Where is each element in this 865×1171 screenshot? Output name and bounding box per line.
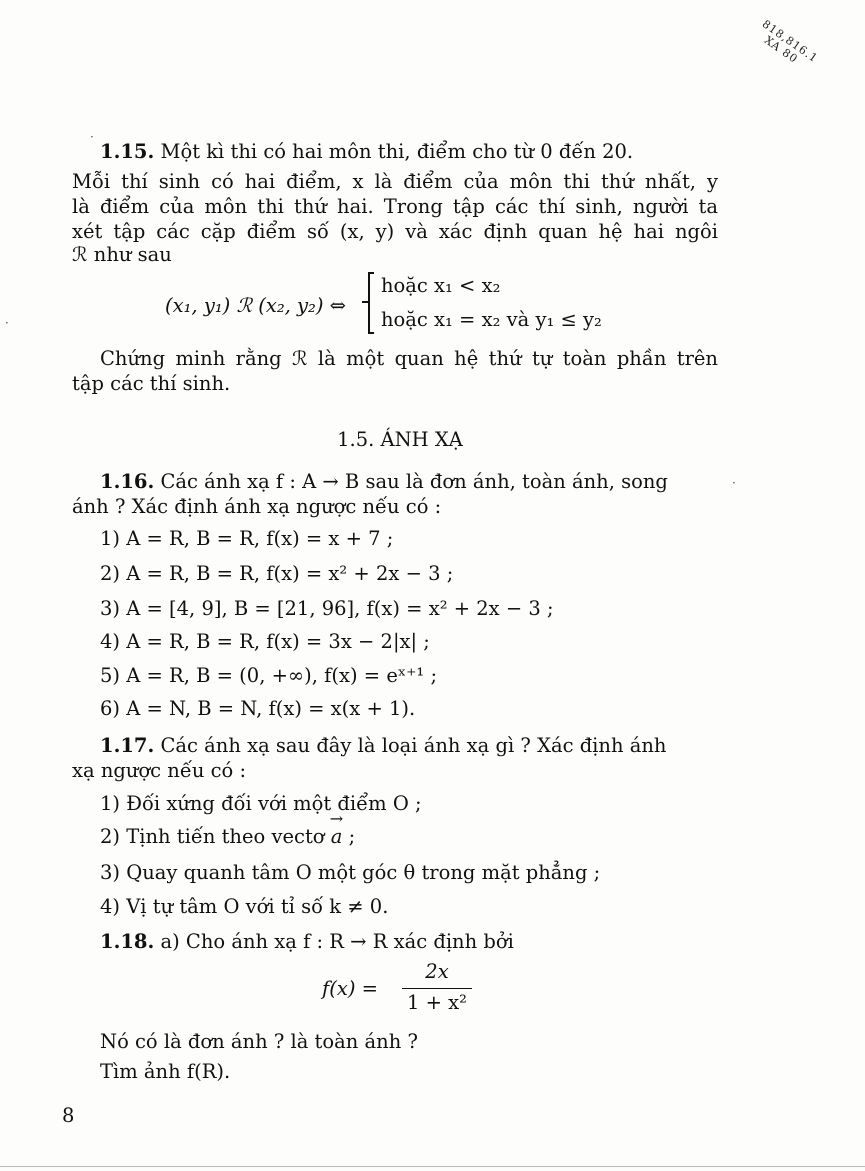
exercise-text: a) Cho ánh xạ f : R → R xác định bởi xyxy=(160,930,514,953)
exercise-1-16-line-1 xyxy=(100,470,718,493)
exercise-1-17-item-4: 4) Vị tự tâm O với tỉ số k ≠ 0. xyxy=(100,895,389,918)
exercise-1-15-line-4: xét tập các cặp điểm số (x, y) và xác định quan hệ hai ngôi xyxy=(72,220,718,243)
exercise-1-17-item-2 xyxy=(100,825,355,848)
exercise-1-16-item-3: 3) A = [4, 9], B = [21, 96], f(x) = x² + 2x − 3 ; xyxy=(100,597,554,620)
exercise-number: 1.16. xyxy=(100,470,155,493)
exercise-1-18-line-3: Tìm ảnh f(R). xyxy=(100,1060,231,1083)
exercise-1-17-line-2: xạ ngược nếu có : xyxy=(72,759,247,782)
exercise-1-15-line-1 xyxy=(100,140,720,163)
item-2-text: 2) Tịnh tiến theo vectơ xyxy=(100,825,325,848)
fraction-denominator: 1 + x² xyxy=(407,991,467,1014)
bottom-rule xyxy=(0,1166,865,1167)
exercise-1-15-line-2: Mỗi thí sinh có hai điểm, x là điểm của môn thi thứ nhất, y xyxy=(72,170,718,193)
exercise-number: 1.17. xyxy=(100,734,155,757)
exercise-1-17-line-1 xyxy=(100,734,718,757)
exercise-1-15-line-6: Chứng minh rằng ℛ là một quan hệ thứ tự toàn phần trên xyxy=(100,347,718,370)
exercise-text: Các ánh xạ f : A → B sau là đơn ánh, toàn ánh, song xyxy=(160,470,668,493)
function-lhs: f(x) = xyxy=(322,977,378,1000)
exercise-number: 1.15. xyxy=(100,140,155,163)
exercise-1-15-line-3: là điểm của môn thi thứ hai. Trong tập các thí sinh, người ta xyxy=(72,195,718,218)
exercise-1-17-item-1: 1) Đối xứng đối với một điểm O ; xyxy=(100,792,422,815)
left-brace xyxy=(368,272,378,334)
exercise-1-17-item-3: 3) Quay quanh tâm O một góc θ trong mặt phẳng ; xyxy=(100,861,601,884)
section-heading: 1.5. ÁNH XẠ xyxy=(337,428,463,451)
exercise-1-16-item-1: 1) A = R, B = R, f(x) = x + 7 ; xyxy=(100,527,394,550)
function-definition xyxy=(322,960,472,1020)
exercise-1-16-item-6: 6) A = N, B = N, f(x) = x(x + 1). xyxy=(100,697,416,720)
relation-case-2: hoặc x₁ = x₂ và y₁ ≤ y₂ xyxy=(381,308,602,331)
exercise-1-16-line-2: ánh ? Xác định ánh xạ ngược nếu có : xyxy=(72,495,442,518)
exercise-text: Một kì thi có hai môn thi, điểm cho từ 0 đến 20. xyxy=(160,140,634,163)
exercise-number: 1.18. xyxy=(100,930,155,953)
exercise-1-16-item-5: 5) A = R, B = (0, +∞), f(x) = eˣ⁺¹ ; xyxy=(100,664,438,687)
exercise-1-16-item-2: 2) A = R, B = R, f(x) = x² + 2x − 3 ; xyxy=(100,562,454,585)
scan-speck: · xyxy=(732,476,736,490)
relation-definition xyxy=(165,272,665,342)
relation-case-1: hoặc x₁ < x₂ xyxy=(381,274,501,297)
exercise-1-18-line-2: Nó có là đơn ánh ? là toàn ánh ? xyxy=(100,1030,418,1053)
scan-speck: · xyxy=(5,316,9,330)
exercise-1-16-item-4: 4) A = R, B = R, f(x) = 3x − 2|x| ; xyxy=(100,630,430,653)
library-stamp: 818,816.1 XA 80 xyxy=(759,17,821,66)
exercise-1-15-line-5: ℛ như sau xyxy=(72,243,172,266)
vector-a: → a xyxy=(331,825,343,848)
exercise-1-18-line-1 xyxy=(100,930,514,953)
exercise-1-15-line-7: tập các thí sinh. xyxy=(72,372,231,395)
fraction-bar xyxy=(402,988,472,989)
fraction-numerator: 2x xyxy=(425,960,449,983)
relation-lhs: (x₁, y₁) ℛ (x₂, y₂) ⇔ xyxy=(165,294,347,317)
scan-speck: · xyxy=(90,130,94,144)
item-2-end: ; xyxy=(348,825,356,848)
page-number: 8 xyxy=(62,1104,75,1127)
exercise-text: Các ánh xạ sau đây là loại ánh xạ gì ? Xác định ánh xyxy=(160,734,667,757)
